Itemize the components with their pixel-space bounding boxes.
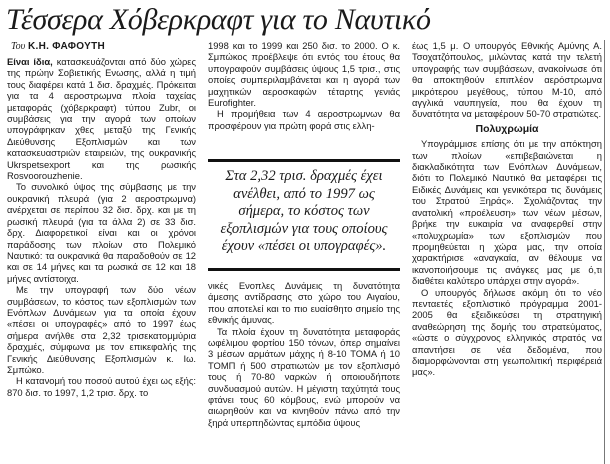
paragraph: Τα πλοία έχουν τη δυνατότητα μεταφοράς ωφέλιμου φορτίου 150 τόνων, όπερ σημαίνει 3 μέσων αρμάτων μάχης ή 8-10 ΤΟΜΑ ή 10 ΤΟΜΠ ή 500 στρατιωτών με τον εξοπλισμό τους ή 70-80 ναρκών ή οποιουδήποτε συνδυασμού αυτών. Η μέγιστη ταχύτητά τους φτάνει τους 60 κόμβους, ενώ μπορούν να αιωρηθούν και να κινηθούν πάνω από την ξηρά υπερπηδώντας εμπόδια ύψους (208, 325, 400, 428)
column-2-bottom (208, 280, 400, 428)
column-3 (412, 40, 602, 378)
lead-bold: Είναι ίδια, (7, 56, 53, 67)
lead-paragraph (7, 56, 196, 181)
article-title: Τέσσερα Χόβερκραφτ για το Ναυτικό (6, 3, 431, 36)
subheading: Πολυχρωμία (475, 122, 539, 135)
byline (7, 40, 196, 54)
paragraph: Η προμήθεια των 4 αεροστρωμνων θα προσφέρουν για πρώτη φορά στις ελλη- (208, 108, 400, 131)
paragraph: έως 1,5 μ. Ο υπουργός Εθνικής Αμύνης Α. Τσοχατζόπουλος, μιλώντας κατά την τελετή υπογραφής των συμβάσεων, ανακοίνωσε ότι θα αποκτηθούν επιπλέον αερόστρωμνα μικρότερου μεγέθους, τύπου Μ-10, από αγγλικά ναυπηγεία, που θα έχουν τη δυνατότητα να μεταφέρουν 50-70 στρατιώτες. (412, 40, 602, 120)
lead-text: κατασκευάζονται από δύο χώρες της πρώην Σοβιετικής Ενωσης, αλλά η τιμή τους διαφέρει κατά 1 δισ. δραχμές. Πρόκειται για τα 4 αεροστρωμνα πλοία ταχείας μεταφοράς (χόβερκραφτ) τύπου Zubr, οι συμβάσεις για την αγορά των οποίων υπογράφηκαν χθες μεταξύ της Γενικής Διεύθυνσης Εξοπλισμών και των κατασκευαστριών εταιρειών, της ουκρανικής Ukrspetsexport και της ρωσικής Rosvoorouzhenie. (7, 56, 197, 182)
column-1 (7, 40, 196, 398)
paragraph: 1998 και το 1999 και 250 δισ. το 2000. Ο κ. Σμπώκος προέβλεψε ότι εντός του έτους θα υπογραφούν συμβάσεις ύψους 1,5 τρισ., στις οποίες συμπεριλαμβάνεται και η αγορά των μαχητικών αεροσκαφών τέταρτης γενιάς Eurofighter. (208, 40, 400, 109)
paragraph: Η κατανομή του ποσού αυτού έχει ως εξής: 870 δισ. το 1997, 1,2 τρισ. δρχ. το (7, 375, 196, 398)
paragraph: Το συνολικό ύψος της σύμβασης με την ουκρανική πλευρά (για 2 αεροστρωμνα) ανέρχεται σε περίπου 32 δισ. δρχ. και με τη ρωσική πλευρά (για τα άλλα 2) σε 33 δισ. δρχ. Διαφορετικοί είναι και οι χρόνοι παράδοσης των πλοίων στο Πολεμικό Ναυτικό: τα ουκρανικά θα παραδοθούν σε 12 και σε 14 μήνες και τα ρωσικά σε 12 και 18 μήνες αντίστοιχα. (7, 181, 196, 284)
paragraph: Με την υπογραφή των δύο νέων συμβάσεων, το κόστος των εξοπλισμών των Ενόπλων Δυνάμεων για τα οποία έχουν «πέσει οι υπογραφές» από το 1997 έως σήμερα ανήλθε στα 2,32 τρισεκατομμύρια δραχμές, σύμφωνα με τον επικεφαλής της Γενικής Διεύθυνσης Εξοπλισμών κ. Ιω. Σμπώκο. (7, 284, 196, 375)
paragraph: Υπογράμμισε επίσης ότι με την απόκτηση των πλοίων «επιβεβαιώνεται η διακλαδικότητα των Ενόπλων Δυνάμεων, διότι το Πολεμικό Ναυτικό θα μεταφέρει τις Ειδικές Δυνάμεις και γενικότερα τις δυνάμεις του Στρατού Ξηράς». Σχολιάζοντας την ανατολική «προέλευση» των νέων μέσων, βρήκε την ευκαιρία να αναφερθεί στην «πολυχρωμία» των εξοπλισμών που προμηθεύεται η χώρα μας, την οποία χαρακτήρισε «αναγκαία, αν θέλουμε να ικανοποιήσουμε τις ανάγκες μας με ό,τι διαθέτει καλύτερο υπάρχει στην αγορά». (412, 138, 602, 287)
author-name: Κ.Η. ΦΑΦΟΥΤΗ (28, 41, 106, 52)
column-rule (604, 40, 605, 464)
paragraph: Ο υπουργός δήλωσε ακόμη ότι το νέο πενταετές εξοπλιστικό πρόγραμμα 2001-2005 θα εξειδικεύσει τη στρατηγική αναθεώρηση της δομής του στρατεύματος, «ώστε ο σύγχρονος ελληνικός στρατός να απαντήσει σε νέα δεδομένα, που διαμορφώνονται στη γεωπολιτική περιφέρειά μας». (412, 286, 602, 378)
pull-quote: Στα 2,32 τρισ. δραχμές έχει ανέλθει, από το 1997 ως σήμερα, το κόστος των εξοπλισμών για τους οποίους έχουν «πέσει οι υπογραφές». (208, 159, 400, 271)
byline-prefix: Του (11, 41, 26, 52)
paragraph: νικές Ενοπλες Δυνάμεις τη δυνατότητα άμεσης αντίδρασης στο χώρο του Αιγαίου, που αποτελεί και το πιο ευαίσθητο σημείο της εθνικής άμυνας. (208, 280, 400, 326)
